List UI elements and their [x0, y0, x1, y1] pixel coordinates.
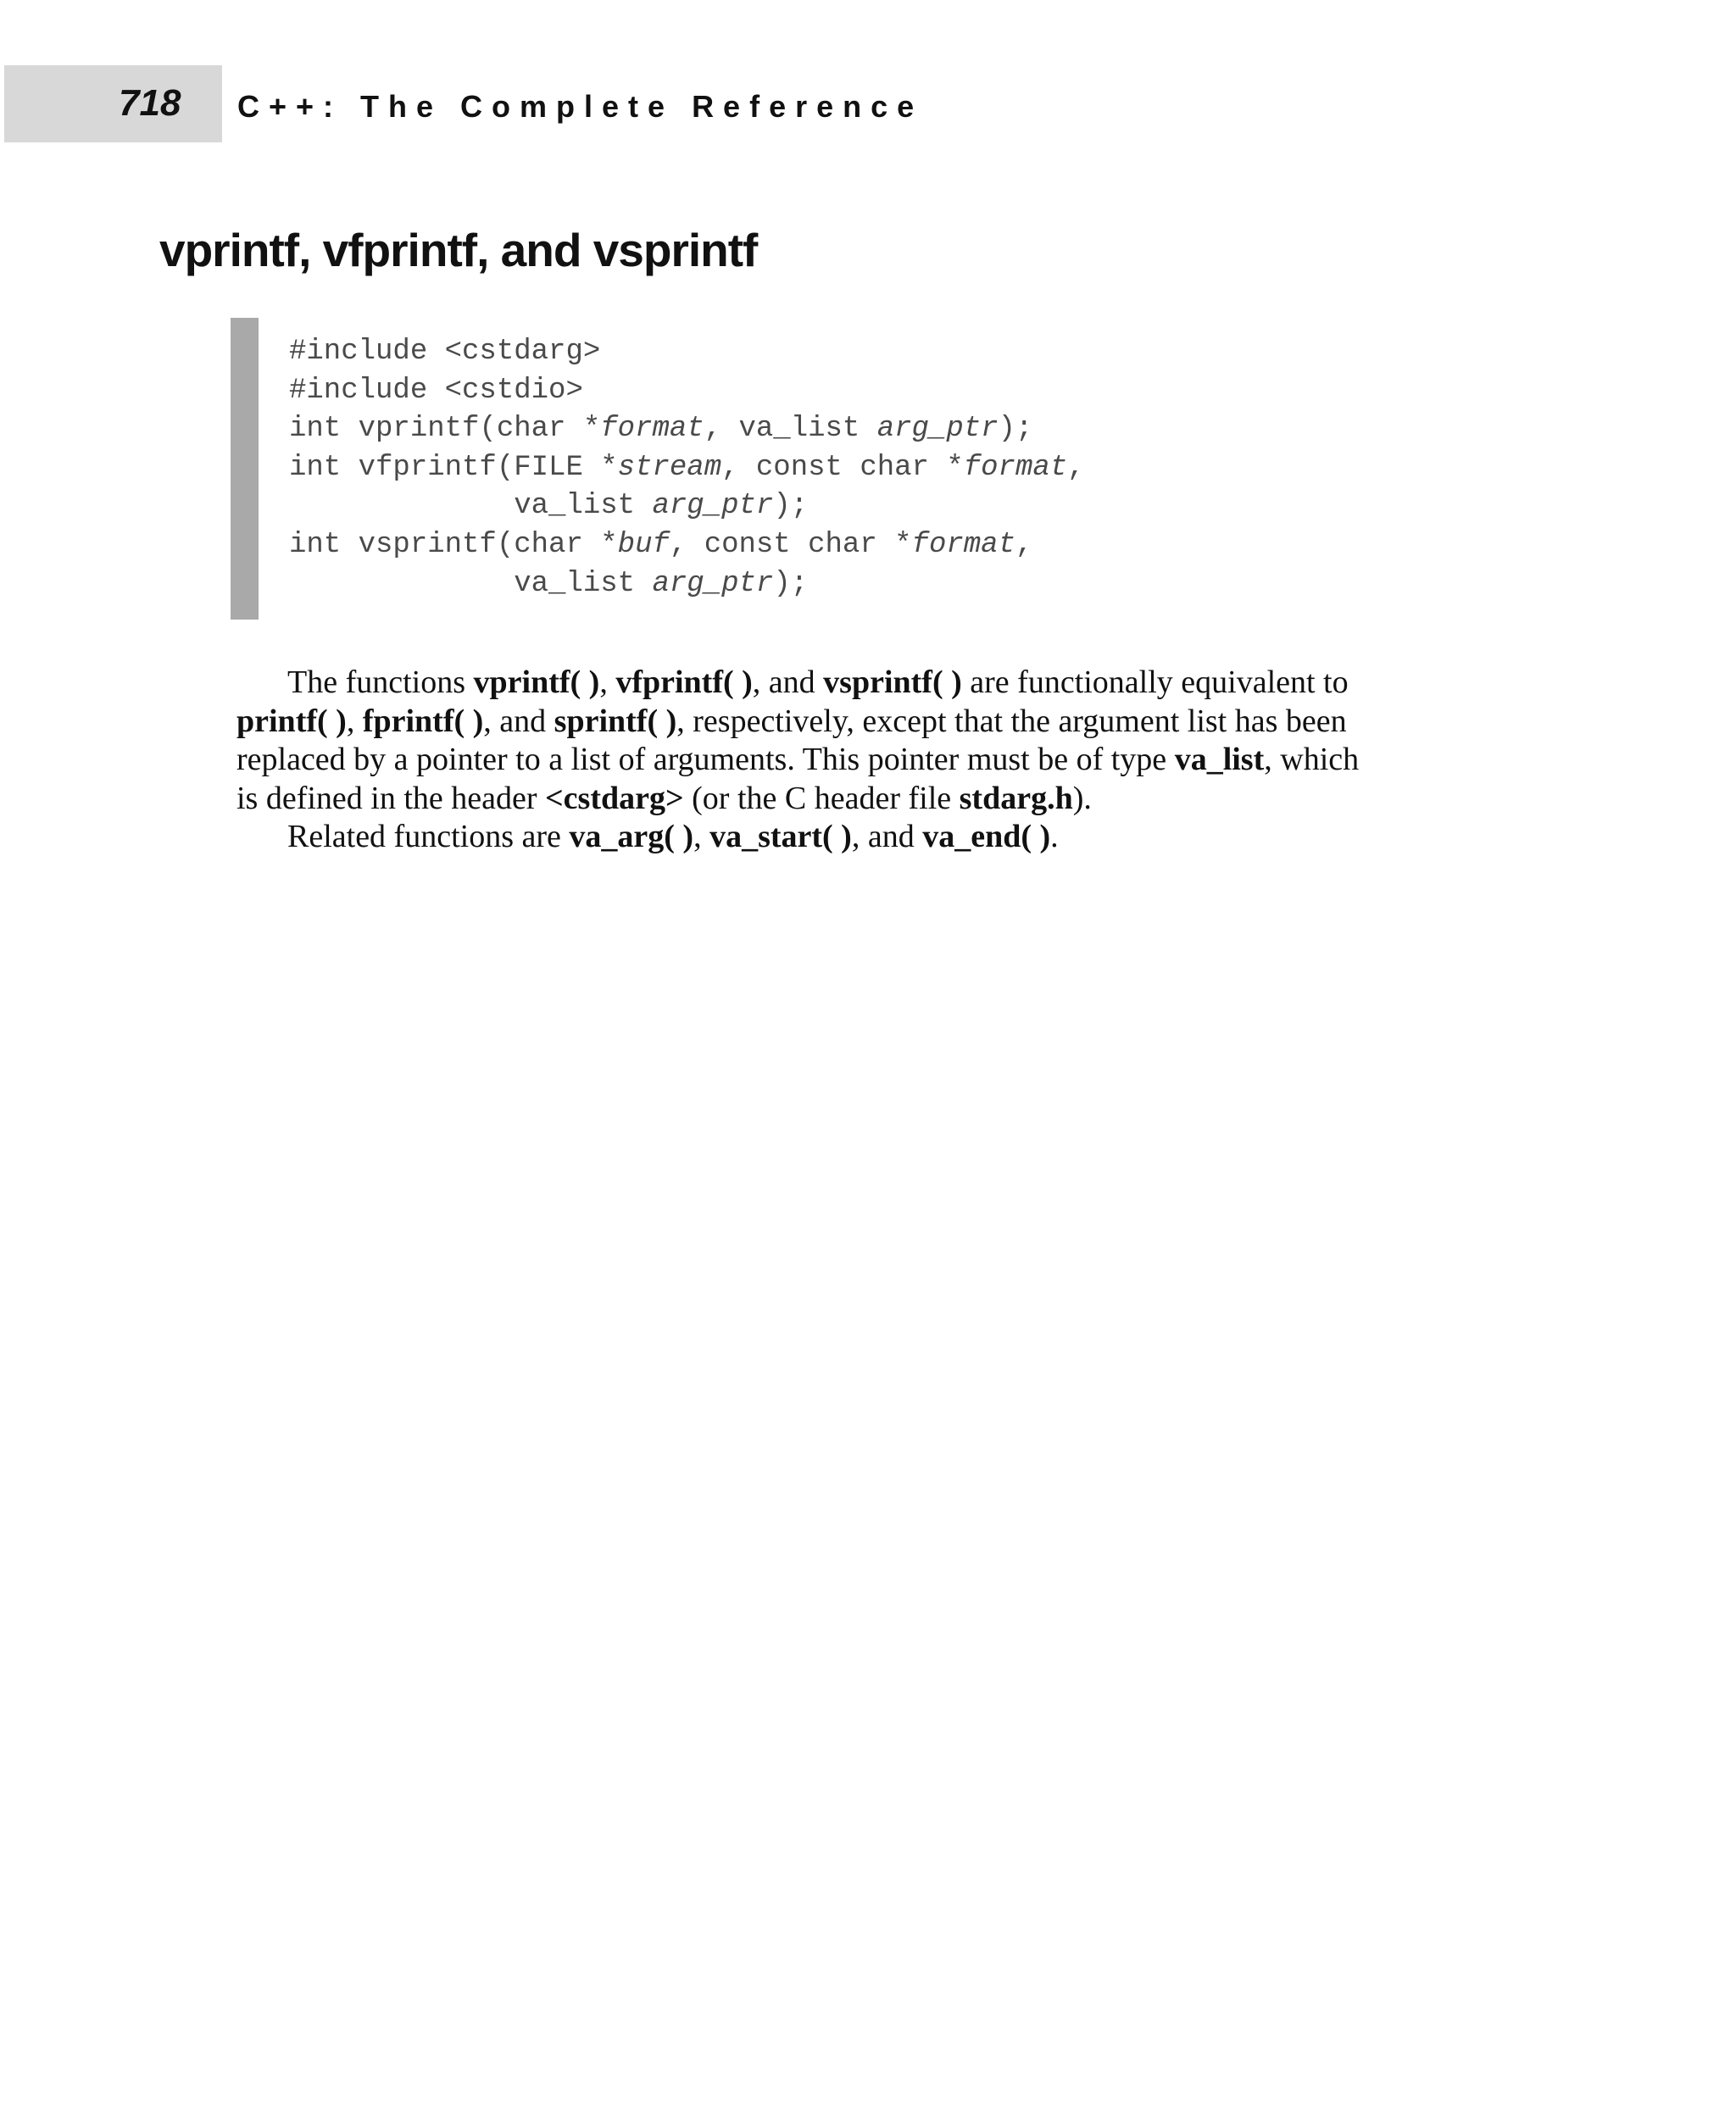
bold-term: vprintf( ) — [473, 664, 600, 700]
bold-term: printf( ) — [236, 703, 347, 739]
paragraph-line: Related functions are va_arg( ), va_start( ), and va_end( ). — [287, 819, 1059, 855]
code-line: int vprintf(char *format, va_list arg_ptr); — [289, 413, 1033, 446]
code-parameter: arg_ptr — [652, 490, 774, 523]
code-line: #include <cstdio> — [289, 374, 583, 407]
paragraph — [236, 664, 1491, 818]
bold-term: va_arg( ) — [569, 819, 694, 855]
paragraph-line: replaced by a pointer to a list of arguments. This pointer must be of type va_list, which — [236, 742, 1360, 778]
code-parameter: stream — [617, 451, 722, 484]
paragraph — [236, 818, 1491, 857]
section-heading: vprintf, vfprintf, and vsprintf — [159, 224, 758, 276]
bold-term: <cstdarg> — [545, 780, 684, 816]
code-line: va_list arg_ptr); — [289, 567, 809, 600]
code-parameter: arg_ptr — [876, 413, 999, 446]
bold-term: fprintf( ) — [362, 703, 484, 739]
paragraph-line: is defined in the header <cstdarg> (or the C header file stdarg.h). — [236, 780, 1092, 816]
code-parameter: format — [911, 528, 1015, 561]
bold-term: vsprintf( ) — [823, 664, 962, 700]
code-block — [289, 333, 1085, 603]
code-parameter: arg_ptr — [652, 567, 774, 600]
paragraph-line: printf( ), fprintf( ), and sprintf( ), respectively, except that the argument list has been — [236, 703, 1347, 739]
bold-term: va_end( ) — [922, 819, 1051, 855]
bold-term: sprintf( ) — [554, 703, 677, 739]
code-parameter: format — [600, 413, 704, 446]
code-parameter: format — [963, 451, 1068, 484]
code-parameter: buf — [617, 528, 670, 561]
bold-term: vfprintf( ) — [615, 664, 753, 700]
paragraph-line: The functions vprintf( ), vfprintf( ), and vsprintf( ) are functionally equivalent to — [287, 664, 1349, 700]
code-line: #include <cstdarg> — [289, 336, 601, 368]
body-text — [236, 664, 1491, 857]
code-line: int vsprintf(char *buf, const char *format, — [289, 528, 1033, 561]
code-line: va_list arg_ptr); — [289, 490, 809, 523]
bold-term: va_start( ) — [709, 819, 852, 855]
code-sidebar-bar — [231, 318, 259, 620]
bold-term: stdarg.h — [959, 780, 1073, 816]
bold-term: va_list — [1174, 742, 1265, 778]
page-number-tab — [4, 65, 222, 142]
page-number: 718 — [119, 82, 181, 124]
running-title: C++: The Complete Reference — [237, 89, 924, 124]
code-line: int vfprintf(FILE *stream, const char *format, — [289, 451, 1085, 484]
